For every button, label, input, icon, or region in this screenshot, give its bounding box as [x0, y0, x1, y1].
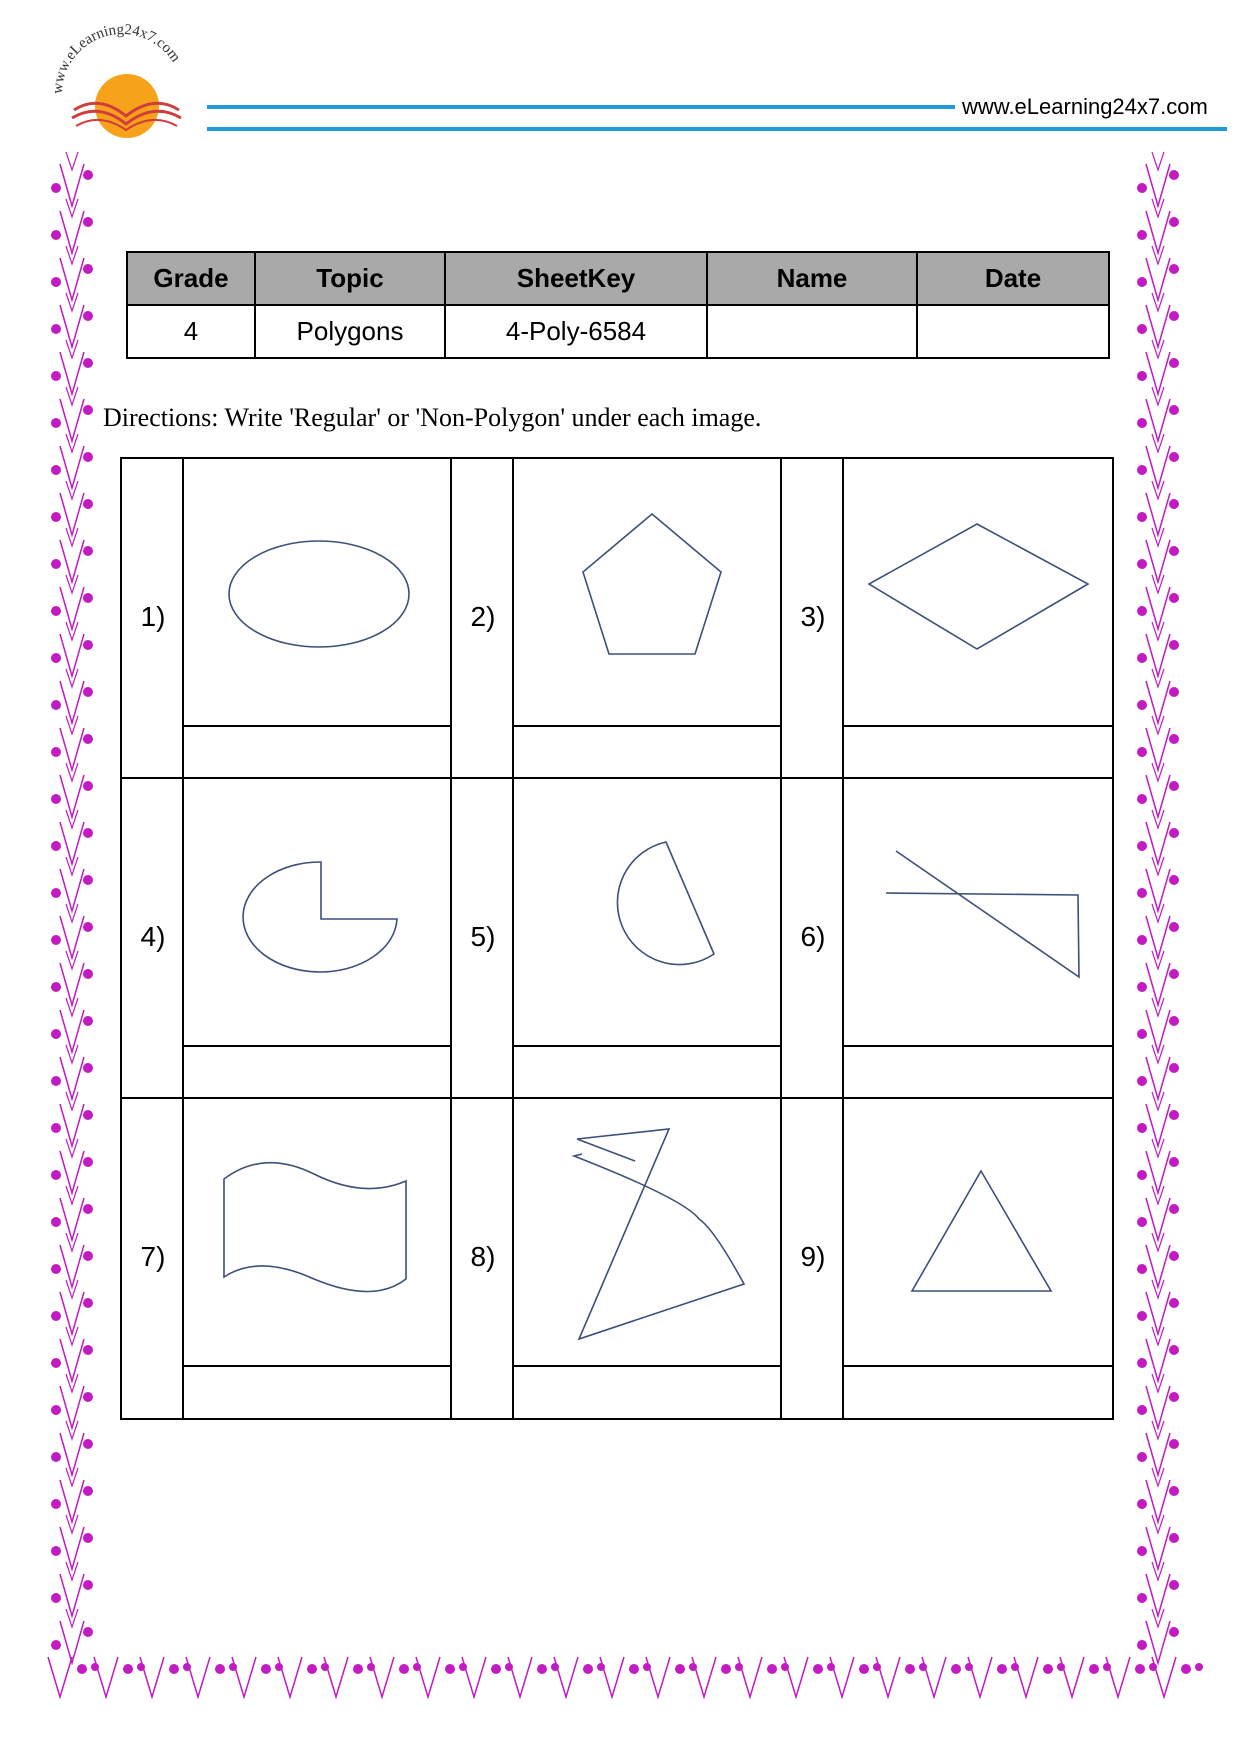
info-table-header-row: [127, 252, 1109, 305]
date-header: Date: [917, 252, 1109, 305]
topic-header: Topic: [255, 252, 445, 305]
answer-field[interactable]: [184, 1367, 452, 1419]
answer-field[interactable]: [514, 727, 782, 779]
header-rule-bottom: [207, 127, 1227, 131]
answer-field[interactable]: [184, 727, 452, 779]
info-table: [126, 251, 1110, 359]
date-field[interactable]: [917, 305, 1109, 358]
answer-field[interactable]: [514, 1367, 782, 1419]
wavy-flag-icon: [184, 1099, 452, 1367]
problem-number: 8): [470, 1241, 496, 1272]
answer-field[interactable]: [514, 1047, 782, 1099]
problem-number: 9): [800, 1241, 826, 1272]
problem-number: 4): [140, 921, 166, 952]
info-table-value-row: [127, 305, 1109, 358]
sheetkey-value: 4-Poly-6584: [445, 305, 707, 358]
problem-grid: [120, 457, 1114, 1420]
triangle-icon: [844, 1099, 1112, 1367]
answer-field[interactable]: [184, 1047, 452, 1099]
pacman-arc-icon: [184, 779, 452, 1047]
grade-value: 4: [127, 305, 255, 358]
header-rule-top: [207, 105, 955, 109]
problem-number: 1): [140, 601, 166, 632]
problem-number: 2): [470, 601, 496, 632]
logo-arc-text: www.eLearning24x7.com: [49, 24, 184, 95]
header-url: www.eLearning24x7.com: [962, 94, 1208, 119]
problem-number: 5): [470, 921, 496, 952]
pentagon-icon: [514, 459, 782, 727]
rhombus-icon: [844, 459, 1112, 727]
problem-number: 6): [800, 921, 826, 952]
answer-field[interactable]: [844, 1047, 1112, 1099]
ellipse-icon: [184, 459, 452, 727]
problem-number: 3): [800, 601, 826, 632]
sheetkey-header: SheetKey: [445, 252, 707, 305]
topic-value: Polygons: [255, 305, 445, 358]
problem-number: 7): [140, 1241, 166, 1272]
name-field[interactable]: [707, 305, 917, 358]
grade-header: Grade: [127, 252, 255, 305]
answer-field[interactable]: [844, 727, 1112, 779]
directions-text: Directions: Write 'Regular' or 'Non-Polygon' under each image.: [103, 403, 762, 432]
name-header: Name: [707, 252, 917, 305]
elearning-logo-icon: [44, 24, 194, 144]
answer-field[interactable]: [844, 1367, 1112, 1419]
open-path-icon: [514, 1099, 782, 1367]
crossed-lines-icon: [844, 779, 1112, 1047]
semicircle-icon: [514, 779, 782, 1047]
